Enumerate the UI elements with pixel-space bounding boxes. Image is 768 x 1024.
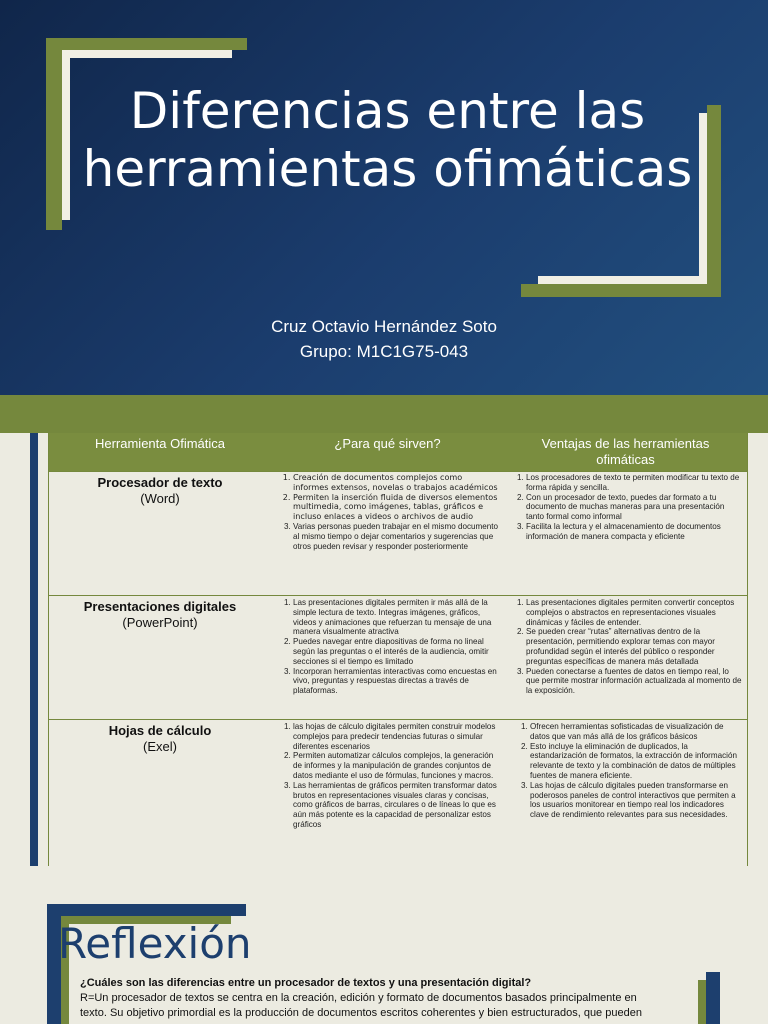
table-slide [0, 433, 768, 866]
frame-bottom-right-green [521, 284, 721, 297]
list-item: 3. Las herramientas de gráficos permiten transformar datos brutos en representaciones visuales claras y concisas, como gráficos de barras, circulares o de líneas lo que es aún más potente es la capacidad de personalizar estos gráficos [293, 781, 498, 830]
group-label: Grupo: M1C1G75-043 [299, 342, 469, 361]
table-row-word [49, 471, 747, 595]
list-item: 1. Los procesadores de texto te permiten modificar tu texto de forma rápida y sencilla. [526, 473, 743, 493]
advantages-list [508, 598, 743, 696]
table-header-row [49, 433, 747, 471]
tool-cell [49, 596, 271, 719]
list-item: 1. Las presentaciones digitales permiten convertir conceptos complejos o abstractos en representaciones visuales dinámicas y fáciles de entender. [526, 598, 743, 627]
author-name: Cruz Octavio Hernández Soto [271, 317, 497, 336]
uses-cell [271, 720, 504, 866]
list-item: 2. Puedes navegar entre diapositivas de forma no lineal según las preguntas o el interés de la audiencia, omitir secciones si el tiempo es limitado [293, 637, 498, 666]
table-accent-bar [30, 433, 38, 866]
reflexion-answer [80, 991, 660, 1021]
answer-line: R=Un procesador de textos se centra en la creación, edición y formato de documentos basados principalmente en [80, 992, 637, 1004]
uses-list [275, 722, 498, 830]
tool-cell [49, 720, 271, 866]
divider-band [0, 395, 768, 433]
uses-list [275, 473, 498, 551]
tool-name: Procesador de texto [97, 475, 223, 490]
comparison-table [48, 433, 748, 866]
advantages-cell [504, 596, 747, 719]
uses-list [275, 598, 498, 696]
list-item: 3. Pueden conectarse a fuentes de datos en tiempo real, lo que permite mostrar información actualizada al momento de la exposición. [526, 667, 743, 696]
list-item: 3. Facilita la lectura y el almacenamiento de documentos información de manera compacta y eficiente [526, 522, 743, 542]
frame-bottom-right-cream-vertical [699, 113, 707, 284]
frame-bottom-right-green-vertical [707, 105, 721, 297]
list-item: 2. Esto incluye la eliminación de duplicados, la estandarización de formatos, la extracción de información relevante de texto y la combinación de datos de múltiples fuentes de manera eficiente. [530, 742, 743, 781]
list-item: 1. Ofrecen herramientas sofisticadas de visualización de datos que van más allá de los gráficos básicos [530, 722, 743, 742]
frame-top-left-green [46, 38, 247, 50]
list-item: 3. Las hojas de cálculo digitales pueden transformarse en poderosos paneles de control interactivos que permiten a los usuarios monitorear en tiempo real los indicadores clave de rendimiento relevantes para sus necesidades. [530, 781, 743, 820]
list-item: 3. Varias personas pueden trabajar en el mismo documento al mismo tiempo o dejar comentarios y sugerencias que otros pueden revisar y responder posteriormente [293, 522, 498, 551]
list-item: 2. Permiten automatizar cálculos complejos, la generación de informes y la manipulación de grandes conjuntos de datos mediante el uso de fórmulas, funciones y macros. [293, 751, 498, 780]
frame-top-left-green-vertical [46, 38, 62, 230]
advantages-list [508, 473, 743, 542]
tool-name: Hojas de cálculo [108, 723, 212, 738]
uses-cell [271, 596, 504, 719]
uses-cell [271, 472, 504, 595]
table-row-powerpoint [49, 595, 747, 719]
list-item: 2. Se pueden crear “rutas” alternativas dentro de la presentación, permitiendo explorar temas con mayor profundidad según el interés del público o responder preguntas específicas de manera más detallada [526, 627, 743, 666]
tool-name: Presentaciones digitales [83, 599, 237, 614]
table-row-excel [49, 719, 747, 866]
tool-cell [49, 472, 271, 595]
list-item: 1. Las presentaciones digitales permiten ir más allá de la simple lectura de texto. Integras imágenes, gráficos, videos y animaciones que refuerzan tu mensaje de una manera visualmente atractiva [293, 598, 498, 637]
header-tool: Herramienta Ofimática [94, 436, 226, 451]
slide-title: Diferencias entre las herramientas ofimáticas [82, 82, 693, 198]
reflexion-frame-navy-right [706, 972, 720, 1024]
reflexion-frame-navy [47, 904, 246, 916]
reflexion-slide [0, 866, 768, 1024]
frame-bottom-right-cream [538, 276, 707, 284]
header-advantages: Ventajas de las herramientas ofimáticas [541, 436, 710, 467]
reflexion-frame-green-right [698, 980, 706, 1024]
tool-app: (Word) [140, 491, 180, 506]
reflexion-title: Reflexión [58, 919, 252, 968]
title-slide [0, 0, 768, 395]
tool-app: (PowerPoint) [122, 615, 198, 630]
list-item: 2. Permiten la inserción fluida de diversos elementos multimedia, como imágenes, tablas, gráficos e incluso enlaces a videos o archivos de audio [293, 493, 498, 522]
frame-top-left-cream-vertical [62, 50, 70, 220]
advantages-list [508, 722, 743, 820]
list-item: 2. Con un procesador de texto, puedes dar formato a tu documento de muchas maneras para una presentación tanto formal como informal [526, 493, 743, 522]
list-item: 1. las hojas de cálculo digitales permiten construir modelos complejos para predecir tendencias futuras o simular diferentes escenarios [293, 722, 498, 751]
tool-app: (Exel) [143, 739, 177, 754]
header-uses: ¿Para qué sirven? [334, 436, 441, 451]
list-item: 1. Creación de documentos complejos como informes extensos, novelas o trabajos académicos [293, 473, 498, 493]
advantages-cell [504, 472, 747, 595]
answer-line: texto. Su objetivo primordial es la producción de documentos escritos coherentes y bien estructurados, que pueden [80, 1007, 642, 1019]
reflexion-question: ¿Cuáles son las diferencias entre un procesador de textos y una presentación digital? [80, 977, 532, 989]
advantages-cell [504, 720, 747, 866]
list-item: 3. Incorporan herramientas interactivas como encuestas en vivo, preguntas y respuestas directas a través de plataformas. [293, 667, 498, 696]
frame-top-left-cream [62, 50, 232, 58]
